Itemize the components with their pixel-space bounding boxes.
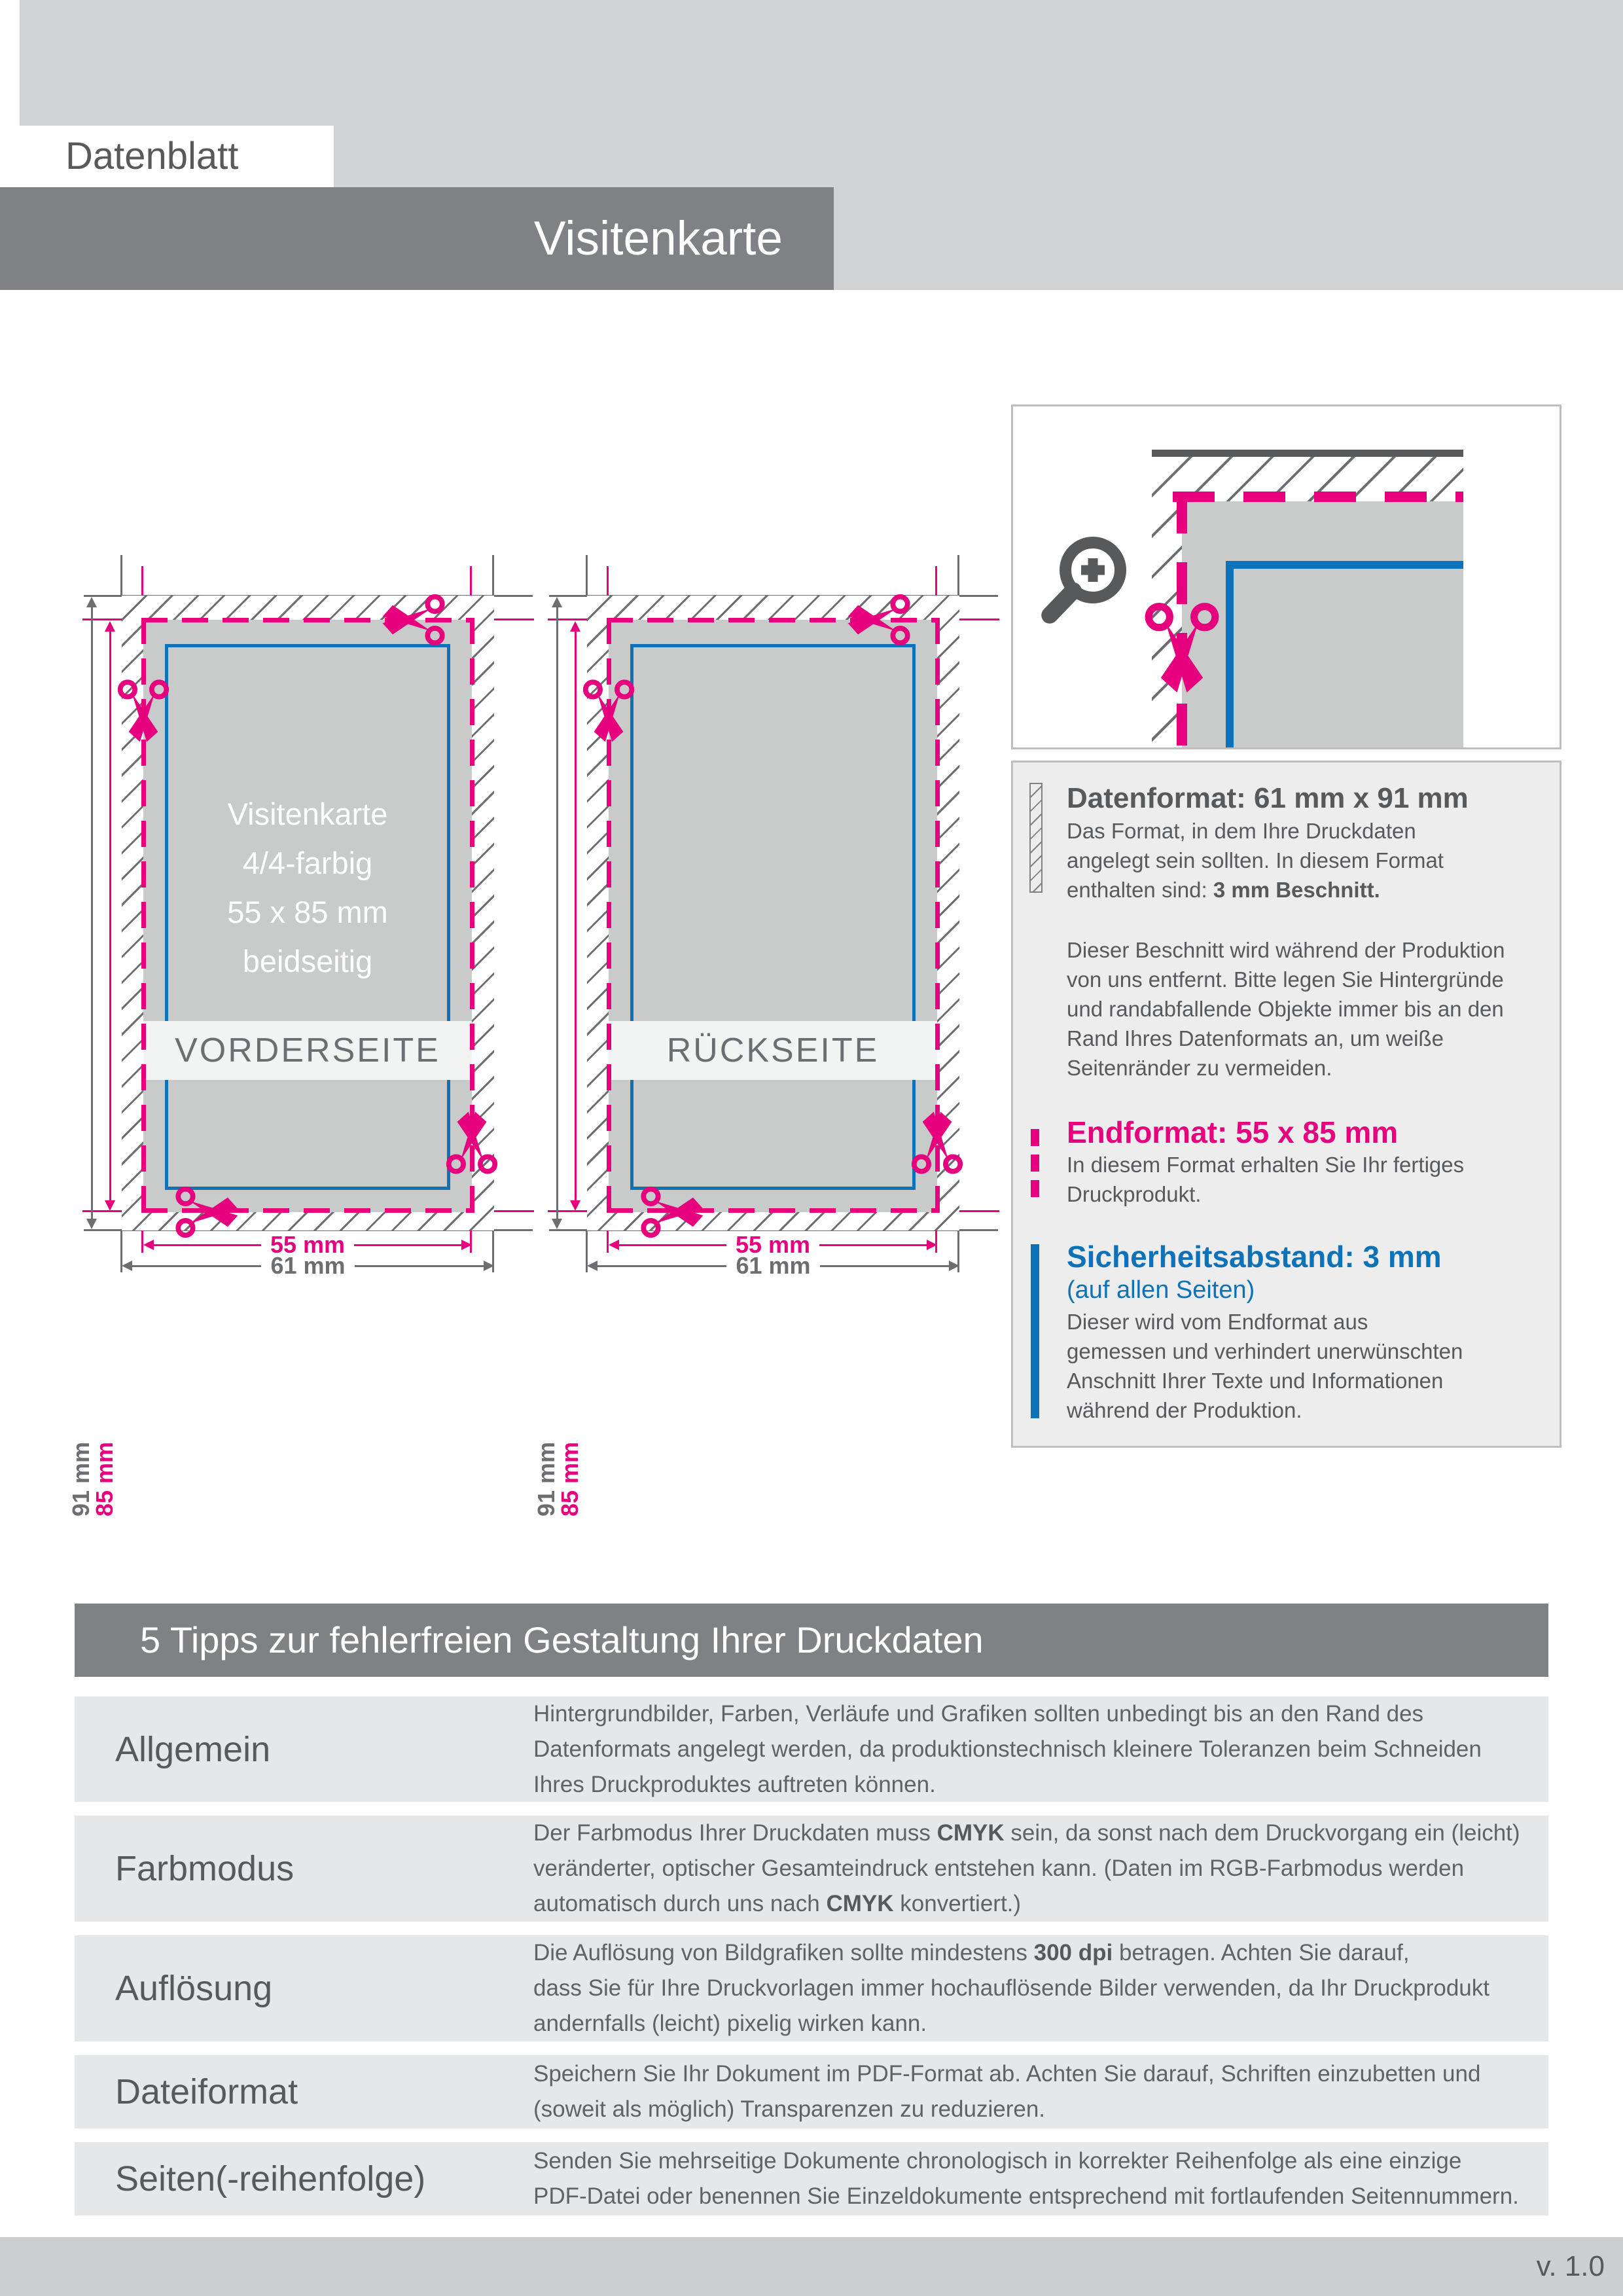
dim-label-85mm: 85 mm	[556, 1441, 583, 1517]
tips-title-bar	[75, 1604, 1548, 1677]
side-label-band	[143, 1021, 472, 1080]
zoom-detail-box	[1011, 404, 1561, 749]
scissors-icon	[909, 1108, 965, 1176]
card-diagram-back	[531, 550, 1008, 1517]
safety-margin-border	[630, 644, 916, 1190]
dim-line-91mm	[552, 597, 562, 1229]
detail-safety-line	[1226, 561, 1234, 749]
scissors-icon	[844, 592, 912, 648]
doc-type-label: Datenblatt	[65, 135, 239, 177]
dim-label-55mm: 55 mm	[735, 1231, 811, 1258]
dim-line-85mm	[105, 621, 115, 1211]
dim-line-85mm	[570, 621, 580, 1211]
side-label: RÜCKSEITE	[666, 1031, 880, 1069]
tip-row-aufloesung	[75, 1935, 1548, 2041]
dim-label-91mm: 91 mm	[533, 1441, 560, 1517]
datenformat-heading: Datenformat: 61 mm x 91 mm	[1067, 782, 1469, 814]
side-label-band	[609, 1021, 937, 1080]
tip-row-dateiformat	[75, 2055, 1548, 2128]
scissors-icon	[1141, 600, 1222, 698]
tip-label: Dateiformat	[115, 2072, 298, 2111]
scissors-icon	[639, 1184, 707, 1240]
footer-bar	[0, 2237, 1623, 2296]
tip-row-allgemein	[75, 1696, 1548, 1802]
product-title: Visitenkarte	[533, 212, 783, 265]
tip-label: Seiten(-reihenfolge)	[115, 2159, 426, 2198]
version-label: v. 1.0	[1536, 2250, 1605, 2282]
endformat-heading: Endformat: 55 x 85 mm	[1067, 1115, 1399, 1149]
card-description: Visitenkarte 4/4-farbig 55 x 85 mm beidseitig	[227, 797, 388, 978]
magnifier-plus-icon	[1036, 531, 1134, 629]
endformat-text: In diesem Format erhalten Sie Ihr fertiges Druckprodukt.	[1067, 1153, 1465, 1206]
tip-text: Der Farbmodus Ihrer Druckdaten muss CMYK sein, da sonst nach dem Druckvorgang ein (leicht) veränderter, optischer Gesamteindruck entstehen kann. (Daten im RGB-Farbmodus werden automatisch durch uns nach CMYK konvertiert.)	[533, 1820, 1520, 1916]
detail-page-edge	[1152, 450, 1463, 457]
detail-card-surface	[1182, 501, 1463, 749]
crop-mark	[120, 555, 122, 597]
crop-mark	[957, 555, 959, 597]
scissors-icon	[115, 677, 171, 745]
tip-text: Die Auflösung von Bildgrafiken sollte mindestens 300 dpi betragen. Achten Sie darauf, dass Sie für Ihre Druckvorlagen immer hochauflösende Bilder verwenden, da Ihr Druckprodukt andernfalls (leicht) pixelig wirken kann.	[533, 1940, 1489, 2036]
crop-mark	[492, 555, 494, 597]
tip-text: Hintergrundbilder, Farben, Verläufe und Grafiken sollten unbedingt bis an den Rand des Datenformats angelegt werden, da produktionstechnisch kleinere Toleranzen beim Schneiden Ihres Druckproduktes auftreten können.	[533, 1700, 1482, 1797]
tip-text: Senden Sie mehrseitige Dokumente chronologisch in korrekter Reihenfolge als eine einzige PDF-Datei oder benennen Sie Einzeldokumente entsprechend mit fortlaufenden Seitennummern.	[533, 2148, 1519, 2209]
dashed-line-icon	[1031, 1129, 1039, 1197]
side-label: VORDERSEITE	[175, 1031, 440, 1069]
dim-label-61mm: 61 mm	[270, 1252, 346, 1279]
tip-row-seitenreihenfolge	[75, 2142, 1548, 2215]
tips-title: 5 Tipps zur fehlerfreien Gestaltung Ihrer Druckdaten	[140, 1619, 984, 1660]
sicherheitsabstand-heading: Sicherheitsabstand: 3 mm	[1067, 1240, 1442, 1274]
dim-line-61mm	[122, 1251, 494, 1280]
crop-mark	[586, 555, 588, 597]
doc-type-box	[0, 126, 334, 187]
scissors-icon	[173, 1184, 241, 1240]
dim-label-55mm: 55 mm	[270, 1231, 346, 1258]
scissors-icon	[580, 677, 637, 745]
sicherheitsabstand-sub: (auf allen Seiten)	[1067, 1276, 1255, 1304]
card-diagram-front	[65, 550, 543, 1517]
tip-label: Auflösung	[115, 1969, 273, 2008]
sicherheitsabstand-text: Dieser wird vom Endformat aus gemessen und verhindert unerwünschten Anschnitt Ihrer Texte und Informationen während der Produktion.	[1067, 1310, 1463, 1422]
product-title-bar	[0, 187, 834, 290]
detail-safety-line	[1226, 561, 1463, 569]
tip-label: Allgemein	[115, 1729, 271, 1769]
tip-label: Farbmodus	[115, 1849, 294, 1888]
scissors-icon	[444, 1108, 500, 1176]
dim-line-61mm	[587, 1251, 959, 1280]
format-info-panel	[1011, 761, 1561, 1448]
dim-line-91mm	[86, 597, 97, 1229]
tip-row-farbmodus	[75, 1816, 1548, 1922]
tip-text: Speichern Sie Ihr Dokument im PDF-Format ab. Achten Sie darauf, Schriften einzubetten und (soweit als möglich) Transparenzen zu reduzieren.	[533, 2061, 1481, 2122]
scissors-icon	[379, 592, 447, 648]
datenformat-text: Das Format, in dem Ihre Druckdaten angelegt sein sollten. In diesem Format enthalten sind: 3 mm Beschnitt.	[1067, 819, 1444, 902]
detail-trim-dashed-line	[1173, 492, 1463, 502]
bleed-hatch-icon	[1029, 783, 1043, 893]
dim-label-85mm: 85 mm	[91, 1441, 118, 1517]
dim-label-91mm: 91 mm	[67, 1441, 94, 1517]
safety-bar-icon	[1031, 1244, 1039, 1418]
dim-label-61mm: 61 mm	[736, 1252, 811, 1279]
beschnitt-text: Dieser Beschnitt wird während der Produktion von uns entfernt. Bitte legen Sie Hintergründe und randabfallende Objekte immer bis an den Rand Ihres Datenformats an, um weiße Seitenränder zu vermeiden.	[1067, 938, 1505, 1080]
